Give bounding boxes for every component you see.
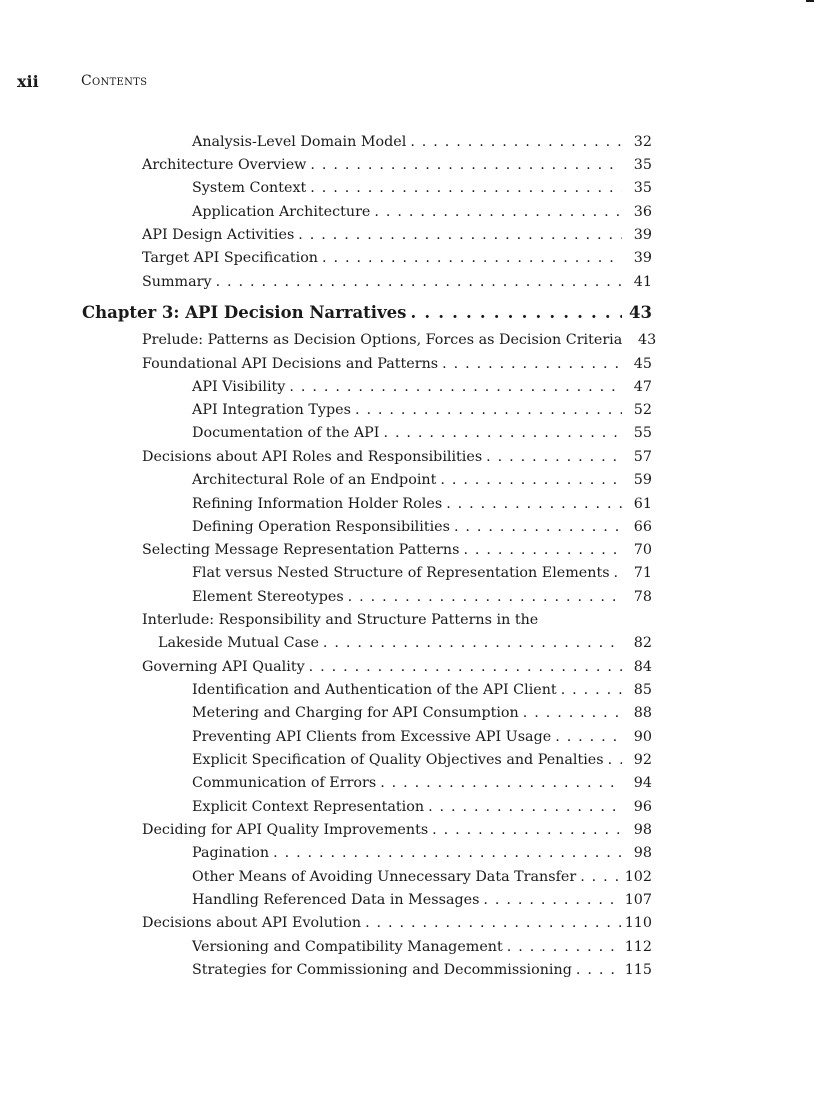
toc-entry[interactable]: Selecting Message Representation Patterns . . . 70 [142,542,652,558]
toc-entry[interactable]: Handling Referenced Data in Messages . . . 107 [192,892,652,908]
dot-leader [355,402,622,418]
dot-leader [310,157,622,173]
toc-entry[interactable]: Architectural Role of an Endpoint . . . 59 [192,472,652,488]
dot-leader [298,227,622,243]
toc-entry[interactable]: Architecture Overview . . . 35 [142,157,652,173]
dot-leader [322,250,622,266]
dot-leader [383,425,622,441]
toc-entry[interactable]: Defining Operation Responsibilities . . . 66 [192,519,652,535]
dot-leader [523,705,622,721]
dot-leader [446,496,622,512]
toc-entry[interactable]: API Integration Types . . . 52 [192,402,652,418]
toc-entry[interactable]: Summary . . . 41 [142,274,652,290]
dot-leader [614,565,622,581]
dot-leader [440,472,622,488]
dot-leader [365,915,621,931]
toc-entry[interactable]: Metering and Charging for API Consumption . . . 88 [192,705,652,721]
dot-leader [310,180,622,196]
dot-leader [555,729,622,745]
toc-entry[interactable]: Lakeside Mutual Case . . . 82 [158,635,652,651]
toc-entry[interactable]: Target API Specification . . . 39 [142,250,652,266]
dot-leader [428,799,622,815]
toc-entry[interactable]: Explicit Context Representation . . . 96 [192,799,652,815]
toc-entry-first-line[interactable]: Interlude: Responsibility and Structure Patterns in the [142,612,539,628]
toc-entry[interactable]: Documentation of the API . . . 55 [192,425,652,441]
dot-leader [410,134,622,150]
dot-leader [608,752,622,768]
dot-leader [309,659,622,675]
dot-leader [216,274,622,290]
toc-entry[interactable]: Communication of Errors . . . 94 [192,775,652,791]
dot-leader [374,204,622,220]
toc-entry[interactable]: Foundational API Decisions and Patterns . . . 45 [142,356,652,372]
folio: xii [17,72,39,91]
dot-leader [432,822,622,838]
dot-leader [561,682,622,698]
dot-leader [289,379,622,395]
toc-entry[interactable]: Decisions about API Roles and Responsibilities . . . 57 [142,449,652,465]
toc-entry[interactable]: Identification and Authentication of the API Client . . . 85 [192,682,652,698]
toc-entry[interactable]: Versioning and Compatibility Management . . . 112 [192,939,652,955]
toc-entry[interactable]: System Context . . . 35 [192,180,652,196]
toc-entry[interactable]: Flat versus Nested Structure of Representation Elements . . . 71 [192,565,652,581]
toc-entry[interactable]: Deciding for API Quality Improvements . . . 98 [142,822,652,838]
dot-leader [442,356,622,372]
dot-leader [410,303,622,322]
toc-entry[interactable]: Analysis-Level Domain Model . . . 32 [192,134,652,150]
toc-entry[interactable]: Application Architecture . . . 36 [192,204,652,220]
toc-chapter-entry[interactable]: Chapter 3: API Decision Narratives . . . 43 [82,303,652,322]
dot-leader [507,939,621,955]
toc-entry[interactable]: API Design Activities . . . 39 [142,227,652,243]
running-head: Contents [81,73,148,89]
dot-leader [580,869,621,885]
dot-leader [486,449,622,465]
toc-entry[interactable]: Preventing API Clients from Excessive API Usage . . . 90 [192,729,652,745]
dot-leader [576,962,621,978]
dot-leader [483,892,620,908]
dot-leader [323,635,622,651]
dot-leader [348,589,622,605]
toc-entry[interactable]: Strategies for Commissioning and Decommissioning . . . 115 [192,962,652,978]
toc-entry[interactable]: Refining Information Holder Roles . . . 61 [192,496,652,512]
toc-entry[interactable]: Prelude: Patterns as Decision Options, Forces as Decision Criteria 43 [142,332,657,348]
toc-entry[interactable]: Pagination . . . 98 [192,845,652,861]
toc-entry[interactable]: Explicit Specification of Quality Objectives and Penalties . . . 92 [192,752,652,768]
dot-leader [454,519,622,535]
dot-leader [273,845,622,861]
toc-entry[interactable]: API Visibility . . . 47 [192,379,652,395]
dot-leader [463,542,622,558]
toc-entry[interactable]: Decisions about API Evolution . . . 110 [142,915,652,931]
toc-entry[interactable]: Governing API Quality . . . 84 [142,659,652,675]
toc-entry[interactable]: Other Means of Avoiding Unnecessary Data Transfer . . . 102 [192,869,652,885]
toc-entry[interactable]: Element Stereotypes . . . 78 [192,589,652,605]
dot-leader [380,775,622,791]
